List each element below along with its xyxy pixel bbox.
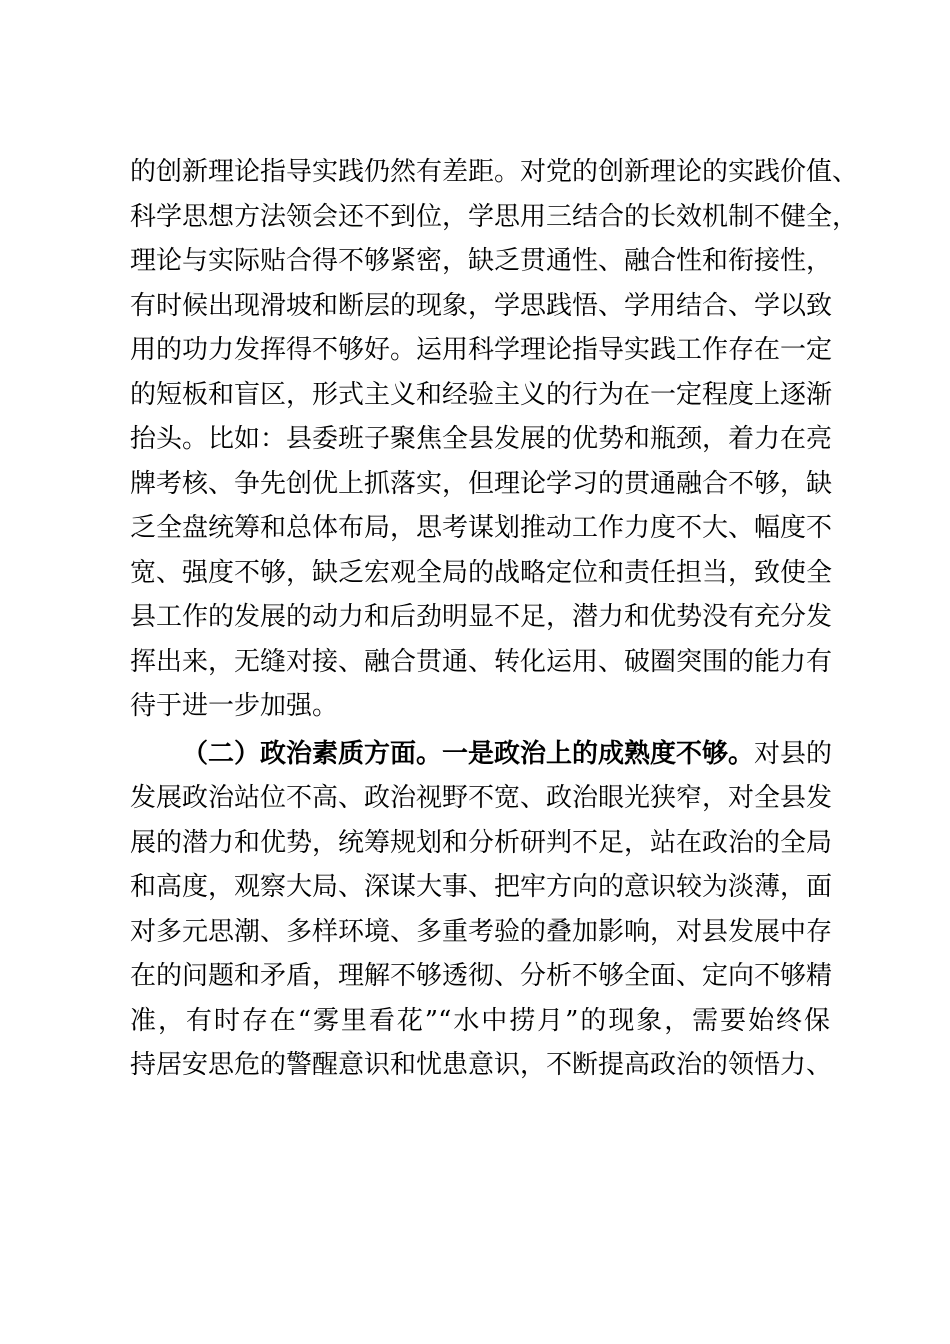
text-line: 用的功力发挥得不够好。运用科学理论指导实践工作存在一定 (130, 335, 833, 365)
text-line: 对多元思潮、多样环境、多重考验的叠加影响，对县发展中存 (130, 916, 833, 947)
text-line: 挥出来，无缝对接、融合贯通、转化运用、破圈突围的能力有 (130, 646, 833, 677)
text-line: 牌考核、争先创优上抓落实，但理论学习的贯通融合不够，缺 (130, 468, 833, 499)
paragraph-2-first-line (130, 732, 833, 777)
section-heading: （二）政治素质方面。 (182, 738, 443, 769)
paragraph-2-first-line-text: 对县的 (754, 738, 833, 769)
text-line: 抬头。比如：县委班子聚焦全县发展的优势和瓶颈，着力在亮 (130, 424, 833, 454)
text-line: 乏全盘统筹和总体布局，思考谋划推动工作力度不大、幅度不 (130, 513, 833, 543)
text-line: 有时候出现滑坡和断层的现象，学思践悟、学用结合、学以致 (130, 290, 833, 321)
text-line: 科学思想方法领会还不到位，学思用三结合的长效机制不健全， (130, 201, 859, 232)
text-line: 宽、强度不够，缺乏宏观全局的战略定位和责任担当，致使全 (130, 557, 833, 588)
text-line: 在的问题和矛盾，理解不够透彻、分析不够全面、定向不够精 (130, 961, 833, 991)
paragraph-2 (130, 732, 833, 1088)
text-line: 县工作的发展的动力和后劲明显不足，潜力和优势没有充分发 (130, 602, 833, 632)
body-text (130, 150, 859, 1088)
paragraph-2-lines (130, 776, 833, 1088)
paragraph-1 (130, 150, 859, 729)
text-line: 和高度，观察大局、深谋大事、把牢方向的意识较为淡薄，面 (130, 872, 833, 902)
text-line: 持居安思危的警醒意识和忧患意识，不断提高政治的领悟力、 (130, 1050, 833, 1080)
text-line: 准，有时存在“雾里看花”“水中捞月”的现象，需要始终保 (130, 1005, 830, 1036)
text-line: 的短板和盲区，形式主义和经验主义的行为在一定程度上逐渐 (130, 379, 833, 410)
text-line: 展的潜力和优势，统筹规划和分析研判不足，站在政治的全局 (130, 827, 833, 858)
text-line: 的创新理论指导实践仍然有差距。对党的创新理论的实践价值、 (130, 157, 859, 187)
text-line: 待于进一步加强。 (130, 691, 339, 721)
text-line: 理论与实际贴合得不够紧密，缺乏贯通性、融合性和衔接性， (130, 246, 833, 276)
text-line: 发展政治站位不高、政治视野不宽、政治眼光狭窄，对全县发 (130, 783, 833, 813)
subsection-heading: 一是政治上的成熟度不够。 (442, 738, 755, 769)
